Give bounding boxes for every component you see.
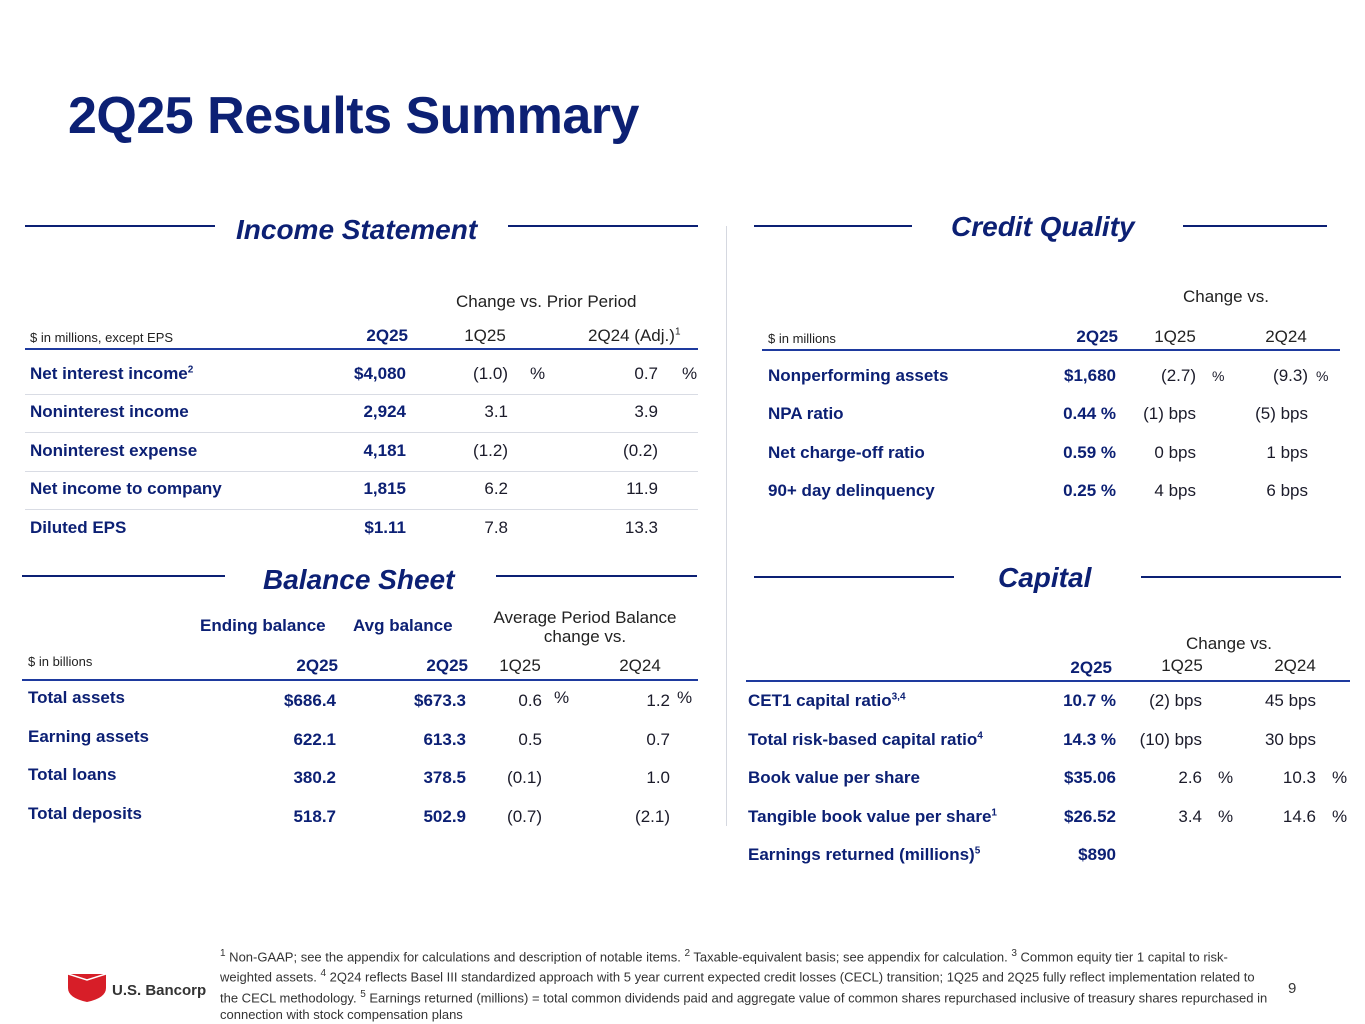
income-row-label-text: Net income to company [30,479,222,499]
capital-row-2q24-change: 45 bps [1264,691,1316,710]
balance-row-label: Total assets [28,688,126,707]
capital-row-label-text: Total risk-based capital ratio [748,729,978,749]
balance-row-2q24-pct: % [677,688,693,707]
income-row-label-text: Noninterest expense [30,440,198,460]
credit-row-label: Nonperforming assets [768,366,949,385]
capital-row-2q24-change: 10.3 [1282,768,1316,787]
capital-col-2q24: 2Q24 [1274,656,1316,675]
capital-row-label-text: Earnings returned (millions) [748,845,975,864]
income-row-2q24-change: 11.9 [626,479,658,499]
page-number: 9 [1288,980,1297,997]
income-row-2q25: $4,080 [354,364,406,383]
capital-col-2q25: 2Q25 [1070,658,1112,677]
us-bancorp-shield-icon [68,972,106,1002]
capital-heading-rule-left [754,576,954,578]
balance-row-1q25-change: 0.5 [518,729,542,749]
credit-col-2q24: 2Q24 [1265,327,1307,346]
income-row-2q24-pct: % [682,364,698,383]
credit-col-1q25: 1Q25 [1154,327,1196,346]
capital-row-label-footnote-ref: 5 [974,845,981,857]
balance-row-label: Total deposits [28,803,142,823]
credit-change-header: Change vs. [1183,287,1269,306]
income-header-rule [25,348,698,350]
income-col-1q25: 1Q25 [464,326,506,345]
capital-row-label [748,691,906,711]
income-row-2q24-change: (0.2) [623,440,658,460]
balance-row-2q24-change: 1.2 [646,691,670,710]
balance-row-avg: 378.5 [423,768,466,787]
footnote-marker: 1 [220,948,226,959]
capital-row-label [748,807,997,827]
capital-header-rule [746,680,1350,682]
balance-col-2q24: 2Q24 [619,656,661,675]
income-row-2q24-change: 0.7 [634,364,658,383]
credit-heading-rule-right [1183,225,1327,227]
footnote-marker: 2 [684,948,690,959]
footnote-text: Earnings returned (millions) = total common dividends paid and aggregate value of common shares repurchased inclusive of treasury shares repurchased in connection with stock compensation plans [220,989,1268,1022]
capital-row-2q25: $26.52 [1064,806,1116,826]
balance-col-1q25: 1Q25 [499,656,541,675]
balance-row-label: Earning assets [28,726,149,746]
capital-row-label-text: Book value per share [748,768,920,787]
capital-row-label-text: Tangible book value per share [748,806,992,826]
capital-row-2q25: 14.3 % [1063,729,1116,749]
capital-change-header: Change vs. [1186,634,1272,653]
capital-row-label [748,768,920,788]
balance-heading-rule-left [22,575,225,577]
income-row-label [30,479,222,499]
income-heading-rule-right [508,225,698,227]
credit-row-1q25-change: 0 bps [1154,442,1196,462]
capital-row-label-footnote-ref: 4 [977,729,983,741]
balance-row-1q25-change: (0.1) [507,768,542,787]
capital-heading: Capital [998,562,1092,593]
balance-col-avg-2q25: 2Q25 [426,656,468,675]
income-row-1q25-change: 7.8 [484,517,508,537]
balance-row-ending: 518.7 [293,806,336,826]
footnote [220,945,1270,1023]
capital-row-2q24-pct: % [1332,768,1348,787]
capital-row-1q25-pct: % [1218,806,1234,826]
capital-row-label-footnote-ref: 3,4 [891,691,906,703]
credit-row-2q24-change: 1 bps [1266,442,1308,462]
footnote-text: 2Q24 reflects Basel III standardized approach with 5 year current expected credit losses (CECL) transition; 1Q25 and 2Q25 fully reflect implementation related to the CECL methodology. [220,969,1255,1005]
footnote-marker: 4 [320,968,327,980]
logo-text: U.S. Bancorp [112,982,207,999]
income-row-label-text: Noninterest income [30,402,189,422]
capital-row-2q25: $35.06 [1064,768,1116,787]
balance-row-1q25-change: 0.6 [518,691,542,710]
income-row-2q24-change: 13.3 [624,517,658,537]
credit-row-label: Net charge-off ratio [768,442,925,462]
balance-period-header-1: Average Period Balance [493,608,677,627]
balance-col-ending-2q25: 2Q25 [296,656,338,675]
income-units: $ in millions, except EPS [30,330,174,345]
balance-row-2q24-change: 1.0 [646,768,670,787]
balance-header-rule [22,679,698,681]
capital-row-2q24-change: 14.6 [1282,806,1316,826]
row-divider [25,394,698,395]
capital-row-2q24-change: 30 bps [1264,729,1316,749]
income-row-2q25: 4,181 [363,440,406,460]
column-divider [726,226,727,826]
credit-col-2q25: 2Q25 [1076,327,1118,346]
balance-period-header-2: change vs. [543,627,627,646]
income-col-2q25: 2Q25 [366,326,408,345]
income-row-label-footnote-ref: 2 [187,364,194,376]
income-row-label-text: Net interest income [30,364,188,383]
income-statement-heading: Income Statement [236,214,478,245]
income-row-1q25-change: (1.0) [473,364,508,383]
credit-row-label: 90+ day delinquency [768,481,935,501]
income-row-1q25-change: 3.1 [484,402,508,422]
capital-row-2q24-pct: % [1332,806,1348,826]
footnote-text: Taxable-equivalent basis; see appendix for calculation. [690,949,1012,965]
balance-row-ending: $686.4 [284,691,336,710]
balance-row-2q24-change: 0.7 [646,729,670,749]
credit-row-1q25-change: (2.7) [1161,366,1196,385]
income-row-label [30,402,189,422]
capital-row-label [748,730,983,750]
capital-row-label-text: CET1 capital ratio [748,691,892,710]
balance-row-avg: 613.3 [423,729,466,749]
income-row-2q25: 2,924 [363,402,406,422]
credit-row-1q25-change: (1) bps [1143,404,1196,424]
balance-row-2q24-change: (2.1) [635,806,670,826]
balance-units: $ in billions [28,654,93,669]
balance-avg-header: Avg balance [353,616,453,635]
footnote-marker: 5 [360,988,366,1000]
credit-row-2q25: 0.59 % [1063,442,1116,462]
credit-row-1q25-change: 4 bps [1154,481,1196,501]
capital-row-1q25-pct: % [1218,768,1234,787]
capital-row-label-footnote-ref: 1 [991,806,997,818]
credit-heading-rule-left [754,225,912,227]
income-col-2q24: 2Q24 $(Adj.)^1$ [588,326,681,345]
footnote-text: Common equity tier 1 capital to risk-weighted assets. [220,949,1228,985]
income-row-1q25-pct: % [530,364,546,383]
row-divider [25,509,698,510]
balance-row-avg: 502.9 [423,806,466,826]
credit-row-1q25-pct: % [1212,368,1225,384]
balance-row-avg: $673.3 [414,691,466,710]
credit-row-2q25: 0.44 % [1063,404,1116,424]
income-row-2q24-change: 3.9 [634,402,658,422]
capital-row-2q25: 10.7 % [1063,691,1116,710]
row-divider [25,432,698,433]
capital-row-1q25-change: (10) bps [1139,729,1202,749]
credit-row-2q24-change: 6 bps [1266,481,1308,501]
credit-row-2q24-change: (5) bps [1255,404,1308,424]
income-row-2q25: $1.11 [364,517,406,537]
income-row-label [30,364,193,384]
balance-ending-header: Ending balance [200,616,326,635]
credit-header-rule [762,349,1340,351]
income-change-header: Change vs. Prior Period [456,292,637,311]
capital-col-1q25: 1Q25 [1161,656,1203,675]
income-heading-rule-left [25,225,215,227]
credit-row-label: NPA ratio [768,404,844,424]
capital-row-1q25-change: (2) bps [1149,691,1202,710]
credit-quality-heading: Credit Quality [951,211,1135,242]
footnote-marker: 3 [1011,948,1017,959]
income-row-1q25-change: 6.2 [484,479,508,499]
balance-row-1q25-change: (0.7) [507,806,542,826]
balance-row-label: Total loans [28,765,117,784]
income-row-label [30,518,126,538]
capital-row-2q25: $890 [1078,845,1116,864]
capital-row-label [748,845,980,865]
row-divider [25,471,698,472]
footnote-text: Non-GAAP; see the appendix for calculations and description of notable items. [225,949,685,965]
capital-row-1q25-change: 2.6 [1178,768,1202,787]
credit-units: $ in millions [768,331,836,346]
income-row-2q25: 1,815 [363,479,406,499]
credit-row-2q24-change: (9.3) [1273,366,1308,385]
balance-heading-rule-right [496,575,697,577]
credit-row-2q25: $1,680 [1064,366,1116,385]
balance-row-1q25-pct: % [554,688,570,707]
capital-row-1q25-change: 3.4 [1178,806,1202,826]
income-row-label [30,441,197,461]
balance-sheet-heading: Balance Sheet [263,564,455,595]
credit-row-2q25: 0.25 % [1063,481,1116,501]
capital-heading-rule-right [1141,576,1341,578]
page-title: 2Q25 Results Summary [68,87,639,145]
income-row-1q25-change: (1.2) [473,440,508,460]
balance-row-ending: 622.1 [293,729,336,749]
income-row-label-text: Diluted EPS [30,517,127,537]
credit-row-2q24-pct: % [1316,368,1329,384]
balance-row-ending: 380.2 [293,768,336,787]
